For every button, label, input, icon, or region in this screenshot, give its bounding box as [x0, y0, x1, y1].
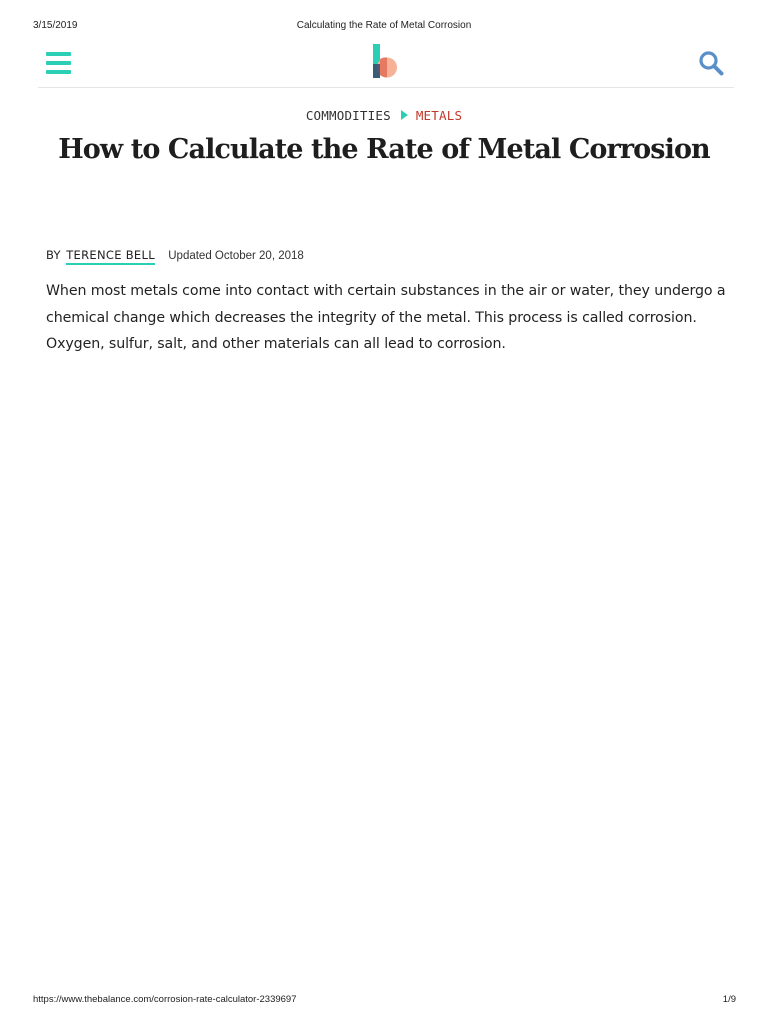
byline [46, 248, 304, 262]
magnifier-search-icon[interactable] [698, 50, 724, 76]
updated-date: Updated October 20, 2018 [168, 250, 304, 262]
thebalance-logo-icon[interactable] [370, 44, 400, 80]
print-footer [0, 994, 768, 1008]
breadcrumb [0, 108, 768, 123]
print-title: Calculating the Rate of Metal Corrosion [296, 20, 472, 31]
breadcrumb-commodities-link[interactable]: COMMODITIES [305, 108, 391, 123]
print-date: 3/15/2019 [33, 20, 78, 31]
hamburger-menu-icon[interactable] [46, 52, 71, 74]
print-page-number: 1/9 [722, 994, 736, 1005]
print-header [0, 20, 768, 34]
print-url: https://www.thebalance.com/corrosion-rate-calculator-2339697 [33, 994, 297, 1005]
site-header [38, 40, 734, 88]
breadcrumb-arrow-icon [401, 110, 408, 120]
author-link[interactable]: TERENCE BELL [66, 248, 155, 265]
article-body-paragraph: When most metals come into contact with certain substances in the air or water, they undergo a chemical change which decreases the integrity of the metal. This process is called corrosion. Oxygen, sulfur, salt, and other materials can all lead to corrosion. [46, 283, 726, 352]
breadcrumb-metals-link[interactable]: METALS [415, 108, 463, 123]
article-title: How to Calculate the Rate of Metal Corrosion [58, 134, 710, 165]
byline-prefix: BY [46, 248, 61, 262]
